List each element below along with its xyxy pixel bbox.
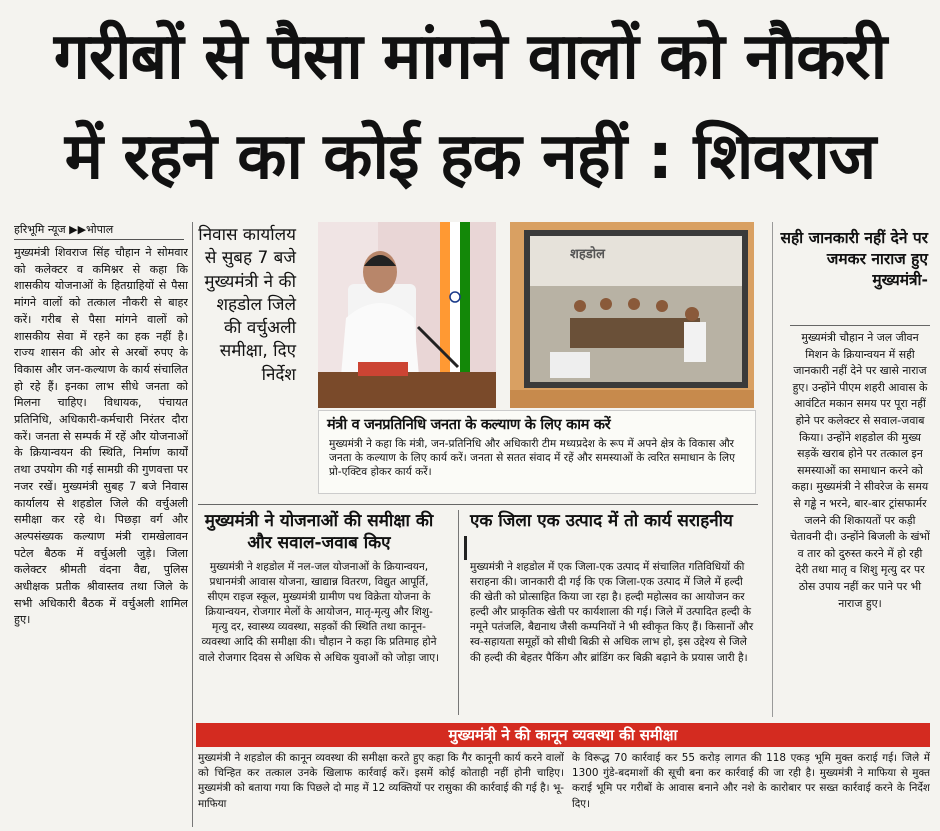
middle-divider (458, 510, 459, 715)
column-divider (192, 222, 193, 827)
headline-line-2: में रहने का कोई हक नहीं : शिवराज (64, 120, 876, 194)
photo-caption-box (318, 410, 756, 494)
odop-body: मुख्यमंत्री ने शहडोल में एक जिला-एक उत्पाद में संचालित गतिविधियों की सराहना की। जानकारी दी गई कि एक जिला-एक उत्पाद में जिले में हल्दी की खेती को प्रोत्साहित किया जा रहा है। हल्दी महोत्सव का आयोजन कर हल्दी और प्राकृतिक खेती पर कार्यशाला की गई। जिले में उत्पादित हल्दी के नमूने पतंजलि, बैद्यनाथ जैसी कम्पनियों ने भी स्वीकृत किए हैं। किसानों और स्व-सहायता समूहों को सीधी बिक्री से अधिक लाभ हो, इस उद्देश्य से जिले की हल्दी की बेहतर पैकिंग और ब्रांडिंग कर बिक्री बढ़ाने के प्रयास जारी है। (470, 561, 754, 664)
review-body: मुख्यमंत्री ने शहडोल में नल-जल योजनाओं के क्रियान्वयन, प्रधानमंत्री आवास योजना, खाद्यान्न वितरण, विद्युत आपूर्ति, सीएम राइज स्कूल, मुख्यमंत्री ग्रामीण पथ विक्रेता योजना के क्रियान्वयन, रोजगार मेलों के आयोजन, मातृ-मृत्यु और शिशु-मृत्यु दर, स्वास्थ्य व्यवस्था, सड़कों की स्थिति तथा कानून-व्यवस्था आदि की समीक्षा की। चौहान ने कहा कि प्रतिमाह होने वाले रोजगार दिवस से अधिक से अधिक युवाओं को जोड़ा जाए। (198, 561, 440, 664)
photo-chief-minister-illustration (318, 222, 496, 408)
photo-video-conference-illustration (510, 222, 754, 408)
sidebar-heading-rule (790, 325, 930, 326)
byline: हरिभूमि न्यूज ▶▶भोपाल (14, 222, 184, 240)
pull-quote: निवास कार्यालय से सुबह 7 बजे मुख्यमंत्री ने की शहडोल जिले की वर्चुअली समीक्षा, दिए निर्देश (198, 225, 296, 385)
headline (0, 0, 940, 205)
headline-line-1: गरीबों से पैसा मांगने वालों को नौकरी (53, 20, 887, 94)
review-heading: मुख्यमंत्री ने योजनाओं की समीक्षा की और सवाल-जवाब किए (204, 511, 434, 553)
section-divider (198, 504, 758, 505)
caption-title: मंत्री व जनप्रतिनिधि जनता के कल्याण के लिए काम करें (327, 417, 611, 433)
sidebar-heading: सही जानकारी नहीं देने पर जमकर नाराज हुए मुख्यमंत्री- (780, 229, 928, 289)
caption-text: मुख्यमंत्री ने कहा कि मंत्री, जन-प्रतिनिधि और अधिकारी टीम मध्यप्रदेश के रूप में अपने क्षेत्र के विकास और जनता के कल्याण के लिए कार्य करें। जनता से सतत संवाद में रहें और समस्याओं के त्वरित समाधान के लिए प्रो-एक्टिव होकर कार्य करें। (329, 438, 735, 478)
odop-marker (464, 536, 467, 560)
sidebar-divider (772, 222, 773, 717)
odop-heading: एक जिला एक उत्पाद में तो कार्य सराहनीय (470, 511, 733, 531)
sidebar-body: मुख्यमंत्री चौहान ने जल जीवन मिशन के क्रियान्वयन में सही जानकारी नहीं देने पर खासे नाराज हुए। उन्होंने पीएम शहरी आवास के आवंटित मकान समय पर पूरा नहीं होने पर कलेक्टर से सवाल-जवाब किया। उन्होंने शहडोल की मुख्य सड़कें खराब होने पर तत्काल इन समस्याओं का समाधान करने को कहा। मुख्यमंत्री ने सीवरेज के समय से गड्ढे न भरने, बार-बार ट्रांसफार्मर जलने की शिकायतों पर कड़ी चेतावनी दी। उन्होंने बिजली के खंभों व तार को दुरुस्त करने में हो रही देरी तथा मातृ व शिशु मृत्यु दर पर ठोस उपाय नहीं कर पाने पर भी नाराज हुए। (790, 331, 930, 610)
law-order-body-2: के विरूद्ध 70 कार्रवाई कर 55 करोड़ लागत की 118 एकड़ भूमि मुक्त कराई गई। जिले में 1300 गुंडे-बदमाशों की सूची बना कर कार्रवाई की जा रही है। मुख्यमंत्री ने माफिया से मुक्त कराई भूमि पर गरीबों के आवास बनाने और नशे के कारोबार पर सख्त कार्रवाई करने के निर्देश दिए। (572, 752, 930, 810)
law-order-banner: मुख्यमंत्री ने की कानून व्यवस्था की समीक्षा (196, 723, 930, 747)
left-column-body: मुख्यमंत्री शिवराज सिंह चौहान ने सोमवार को कलेक्टर व कमिश्नर से कहा कि शासकीय योजनाओं के हितग्राहियों से पैसा मांगने वालों को तत्काल नौकरी से बाहर करें। गरीब से पैसा मांगने वालों को शासकीय सेवा में रहने का हक नहीं है। राज्य शासन की ओर से अरबों रुपए के विकास और जन-कल्याण के कार्य संचालित हो रहे हैं। इनका लाभ सीधे जनता को मिलना चाहिए। विधायक, पंचायत प्रतिनिधि, अधिकारी-कर्मचारी निरंतर दौरा करें। जनता से सम्पर्क में रहें और योजनाओं के क्रियान्वयन की स्थिति, निर्माण कार्यों तथा उपयोग की गई सामग्री की गुणवत्ता पर नजर रखें। मुख्यमंत्री सुबह 7 बजे निवास कार्यालय से शहडोल जिले की वर्चुअली समीक्षा कर रहे थे। पिछड़ा वर्ग और अल्पसंख्यक कल्याण मंत्री रामखेलावन पटेल बैठक में वर्चुअली जुड़े। जिला कलेक्टर श्रीमती वंदना वैद्य, पुलिस अधीक्षक प्रतीक श्रीवास्तव तथा जिले के सभी अधिकारी बैठक में वर्चुअली शामिल हुए। (14, 246, 188, 627)
photo-video-conference (510, 222, 754, 408)
screen-label: शहडोल (570, 247, 605, 262)
law-order-body-1: मुख्यमंत्री ने शहडोल की कानून व्यवस्था की समीक्षा करते हुए कहा कि गैर कानूनी कार्य करने वालों को चिन्हित कर तत्काल उनके खिलाफ कार्रवाई करें। इसमें कोई कोताही नहीं होनी चाहिए। मुख्यमंत्री को बताया गया कि पिछले दो माह में 12 व्यक्तियों पर रासुका की कार्रवाई की गई है। भू-माफिया (198, 752, 564, 810)
photo-chief-minister (318, 222, 496, 408)
